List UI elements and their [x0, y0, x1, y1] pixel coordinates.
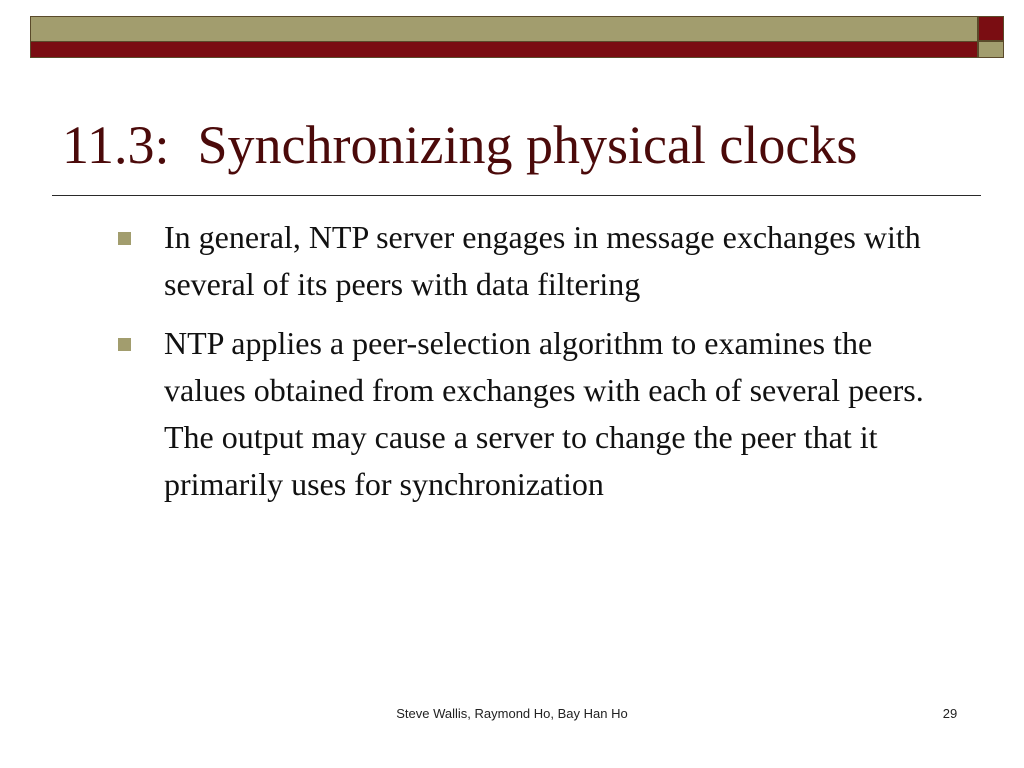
slide-title-number: 11.3: — [62, 115, 170, 175]
header-maroon-stripe — [31, 41, 977, 57]
bullet-text: NTP applies a peer-selection algorithm to examines the values obtained from exchanges with each of several peers. The output may cause a server to change the peer that it primarily uses for synchronization — [164, 325, 924, 502]
square-bullet-icon — [118, 232, 131, 245]
slide-title-text: Synchronizing physical clocks — [197, 115, 858, 175]
slide-title — [62, 112, 857, 178]
bullet-item — [114, 214, 954, 308]
header-olive-stripe — [31, 17, 977, 41]
page-number: 29 — [942, 706, 958, 721]
bullet-text: In general, NTP server engages in message exchanges with several of its peers with data filtering — [164, 219, 921, 302]
header-decoration-band — [30, 16, 978, 58]
square-bullet-icon — [118, 338, 131, 351]
bullet-item — [114, 320, 954, 508]
bullet-list — [114, 214, 954, 520]
corner-red-square — [978, 16, 1004, 41]
title-divider — [52, 195, 981, 196]
corner-olive-square — [978, 41, 1004, 58]
footer-authors: Steve Wallis, Raymond Ho, Bay Han Ho — [396, 706, 628, 721]
